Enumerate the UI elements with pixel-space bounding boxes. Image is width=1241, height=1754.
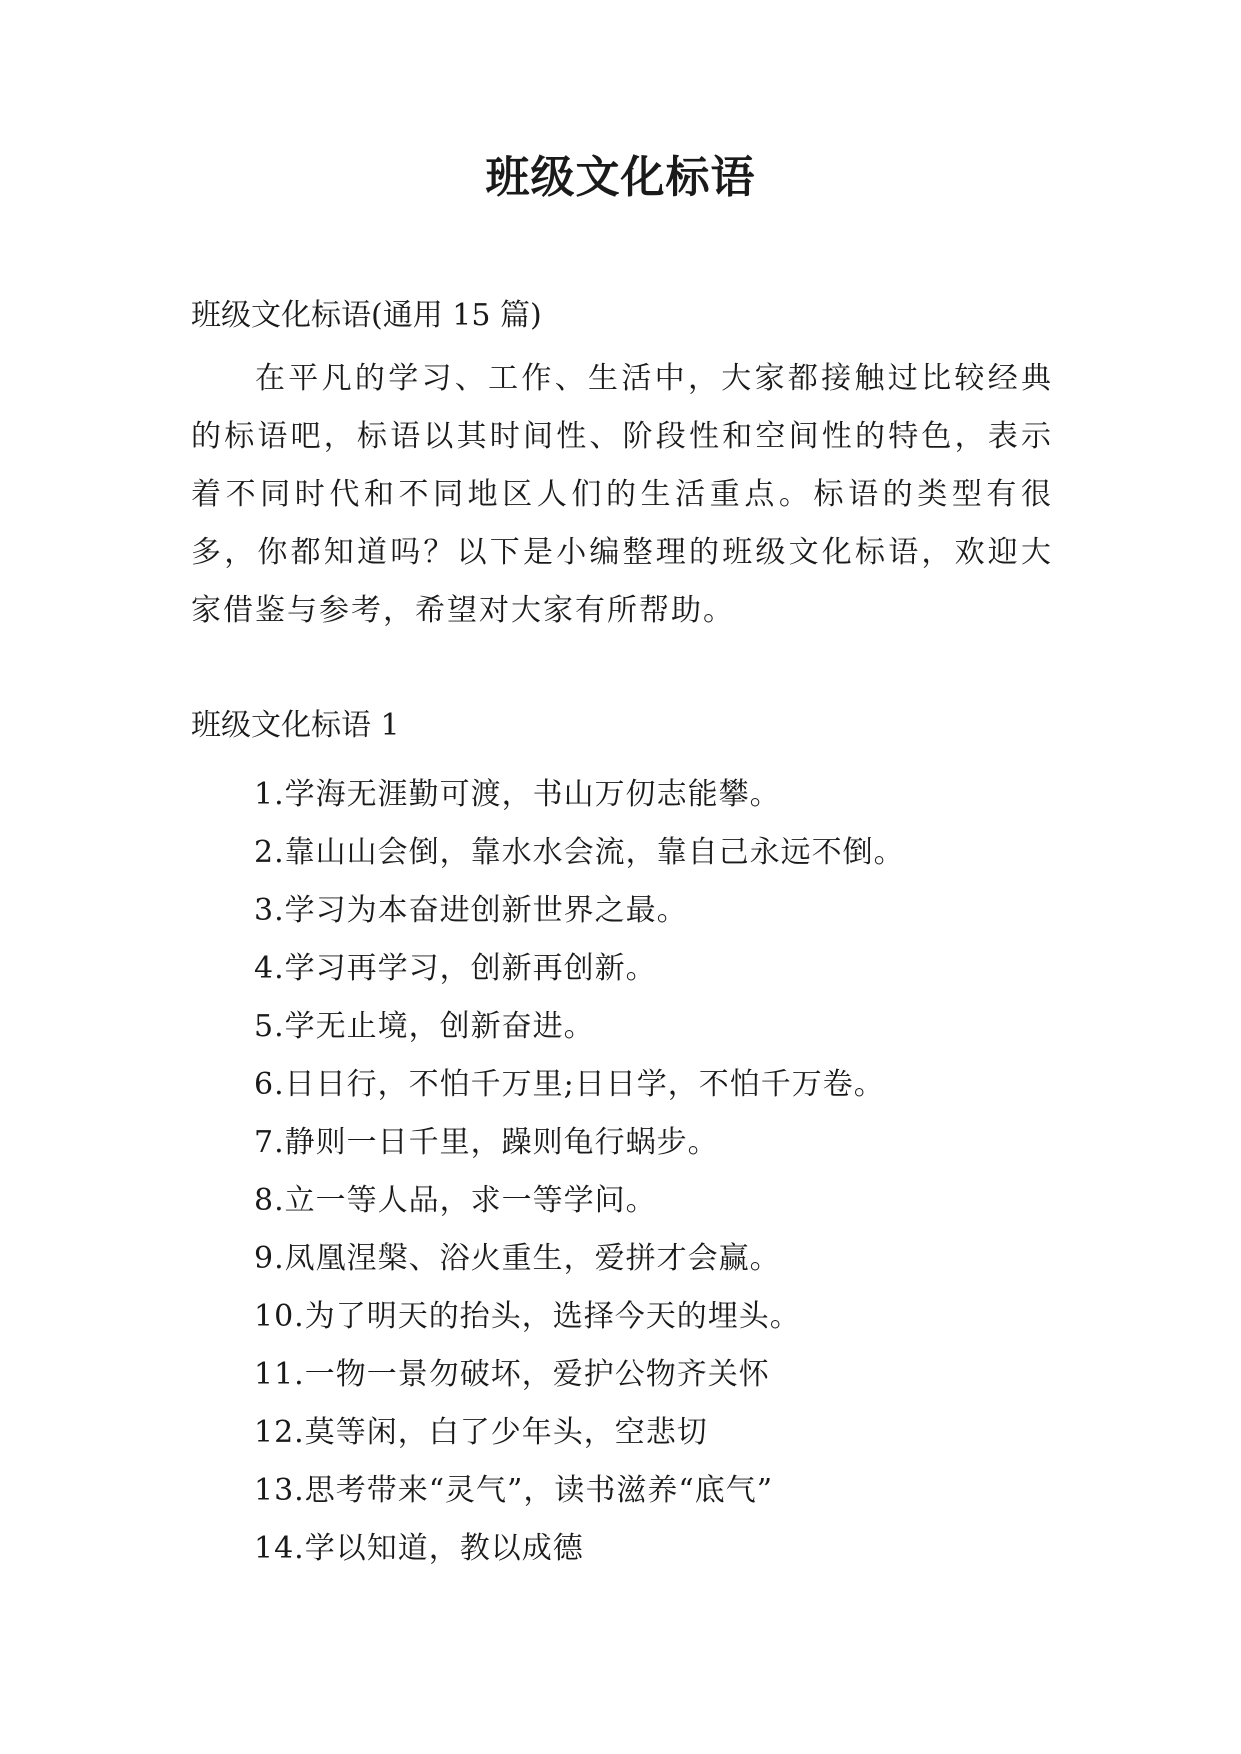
slogan-item: 5.学无止境，创新奋进。 <box>254 1009 595 1044</box>
section-heading: 班级文化标语 1 <box>191 708 400 743</box>
slogan-item: 9.凤凰涅槃、浴火重生，爱拼才会赢。 <box>254 1241 781 1276</box>
intro-paragraph: 在平凡的学习、工作、生活中，大家都接触过比较经典的标语吧，标语以其时间性、阶段性和空间性的特色，表示着不同时代和不同地区人们的生活重点。标语的类型有很多，你都知道吗？以下是小编整理的班级文化标语，欢迎大家借鉴与参考，希望对大家有所帮助。 <box>191 361 1053 628</box>
slogan-item: 8.立一等人品，求一等学问。 <box>254 1183 657 1218</box>
document-subtitle: 班级文化标语(通用 15 篇) <box>191 298 542 333</box>
slogan-item: 13.思考带来“灵气”，读书滋养“底气” <box>254 1473 774 1508</box>
slogan-item: 3.学习为本奋进创新世界之最。 <box>254 893 688 928</box>
slogan-item: 6.日日行，不怕千万里;日日学，不怕千万卷。 <box>254 1067 885 1102</box>
slogan-item: 14.学以知道，教以成德 <box>254 1531 584 1566</box>
document-title: 班级文化标语 <box>485 152 756 203</box>
slogan-list <box>254 766 905 1578</box>
slogan-item: 12.莫等闲，白了少年头，空悲切 <box>254 1415 708 1450</box>
slogan-item: 11.一物一景勿破坏，爱护公物齐关怀 <box>254 1357 770 1392</box>
slogan-item: 2.靠山山会倒，靠水水会流，靠自己永远不倒。 <box>254 835 905 870</box>
slogan-item: 1.学海无涯勤可渡，书山万仞志能攀。 <box>254 777 781 812</box>
slogan-item: 7.静则一日千里，躁则龟行蜗步。 <box>254 1125 719 1160</box>
slogan-item: 10.为了明天的抬头，选择今天的埋头。 <box>254 1299 801 1334</box>
slogan-item: 4.学习再学习，创新再创新。 <box>254 951 657 986</box>
